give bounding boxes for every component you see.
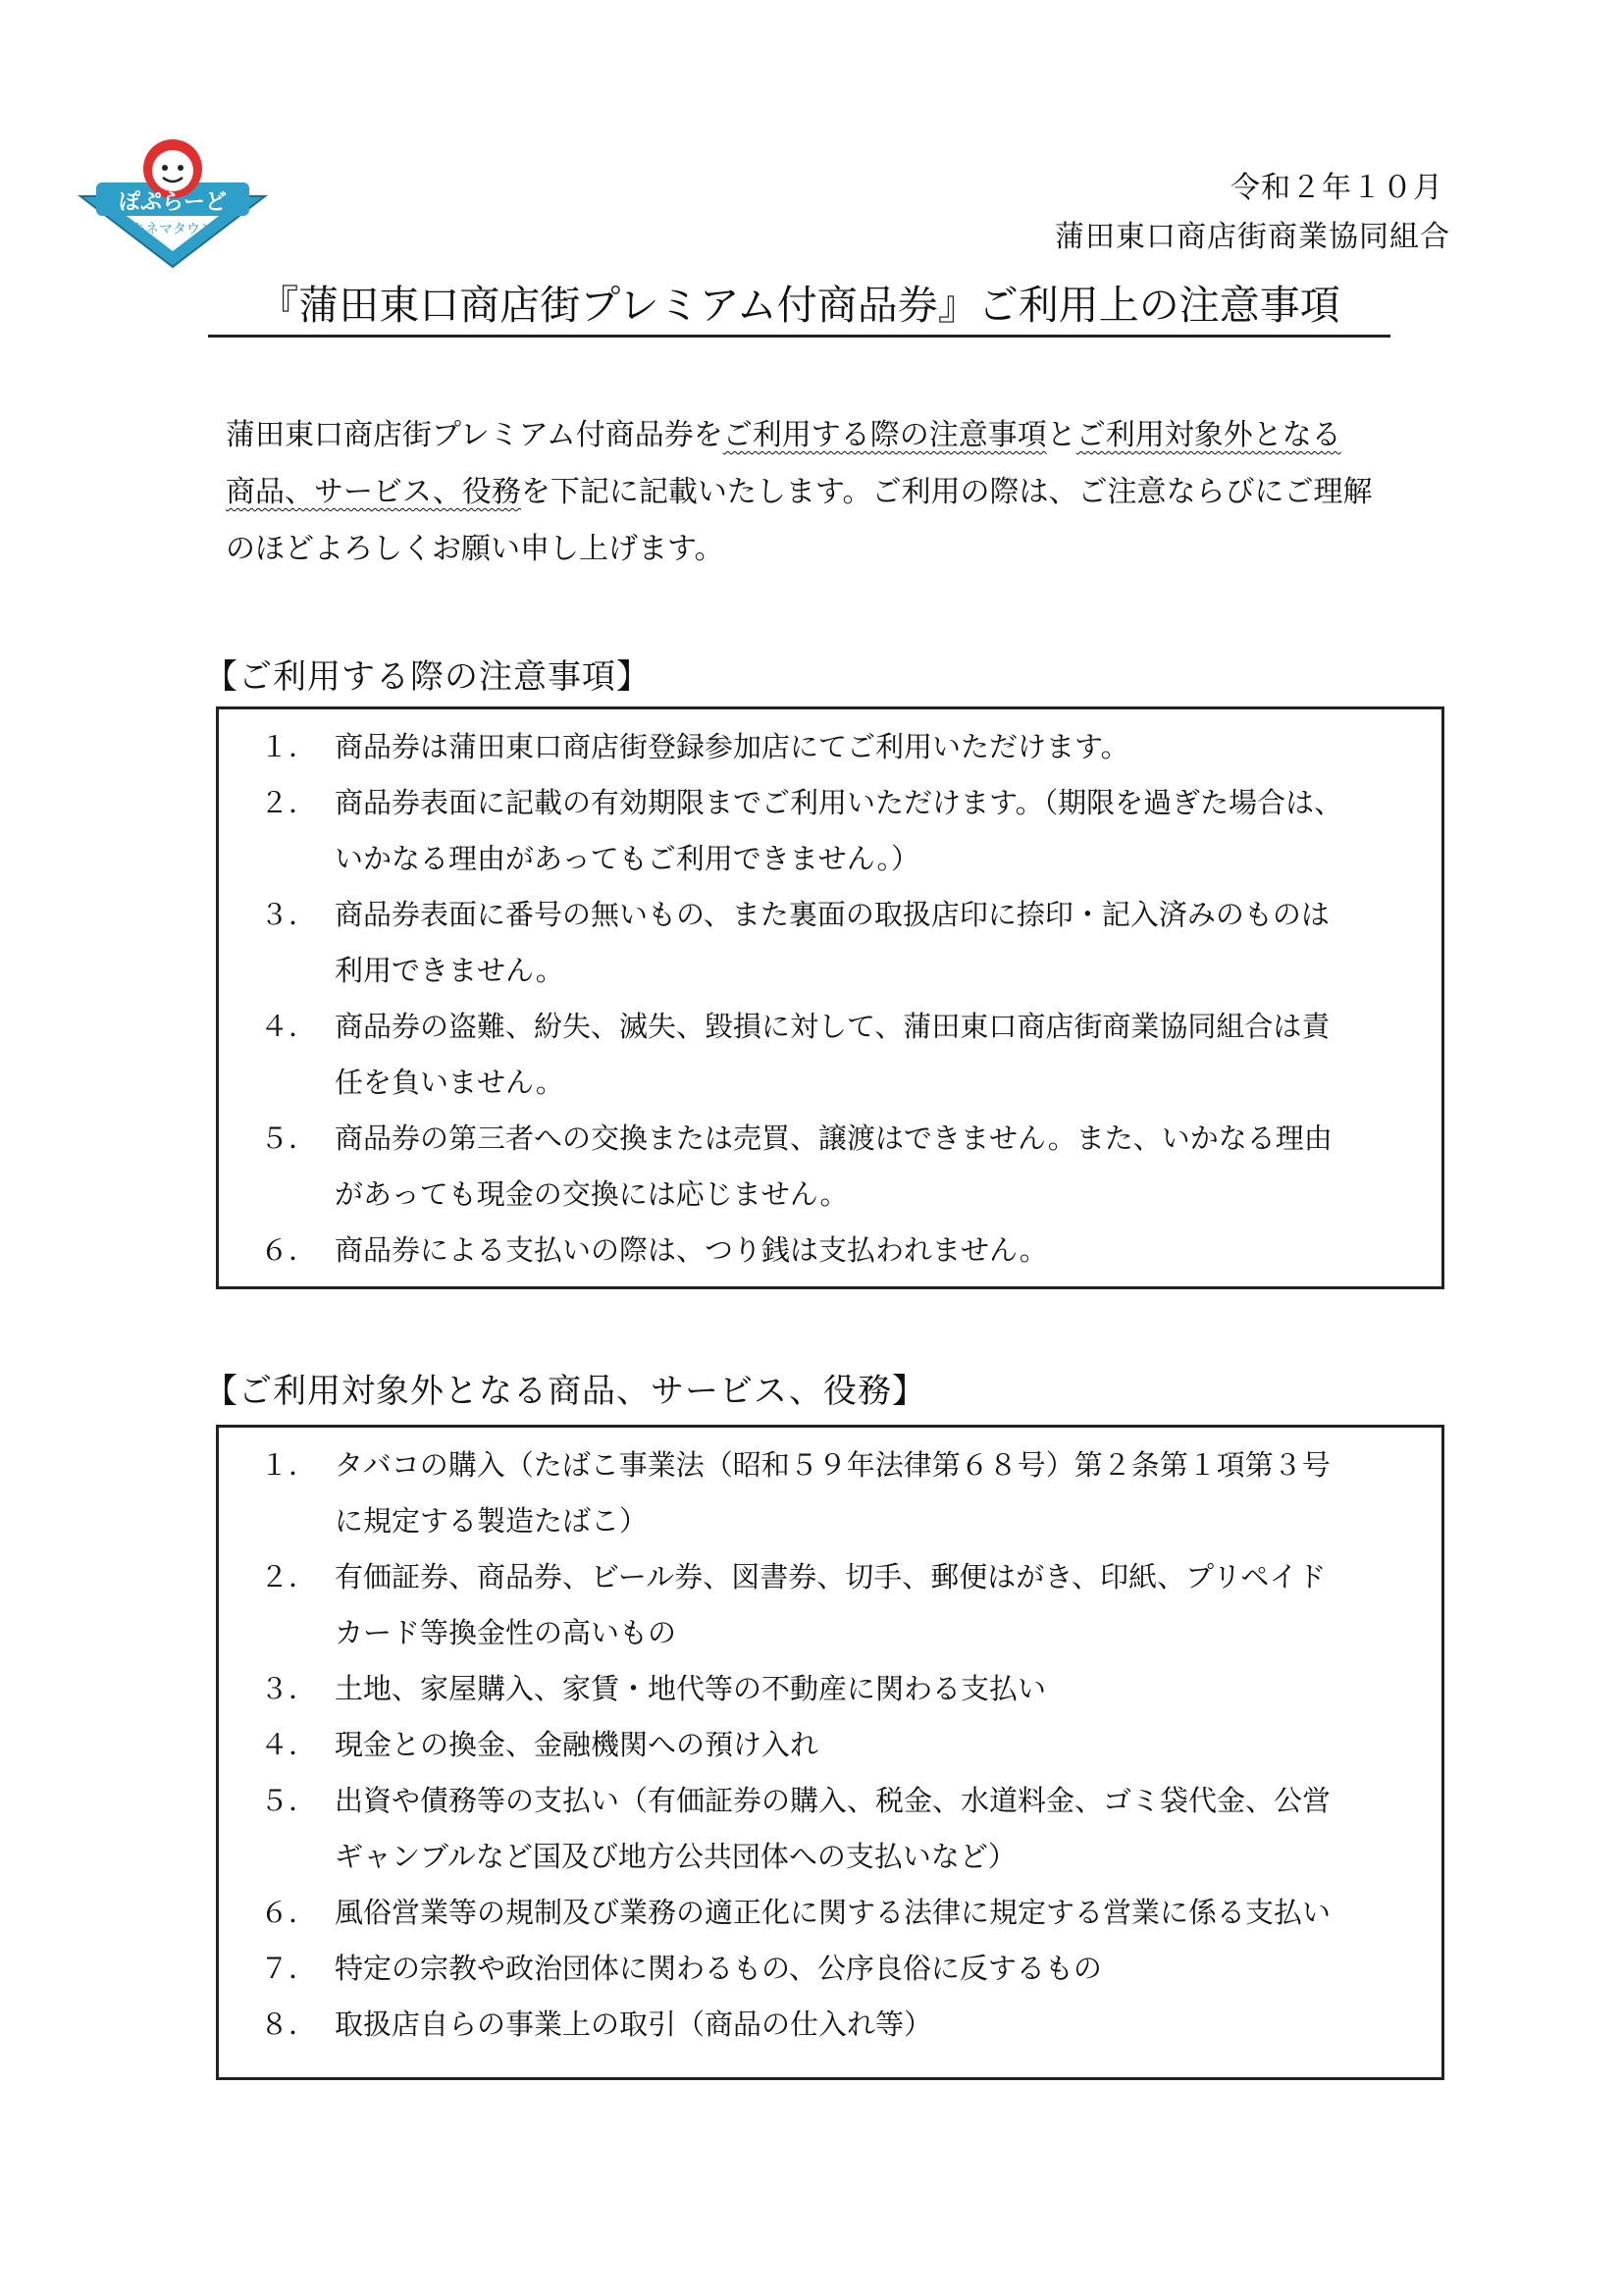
organization-name: 蒲田東口商店街商業協同組合 [1055,220,1450,254]
list-item: ５． 商品券の第三者への交換または売買、譲渡はできません。また、いかなる理由 があっても現金の交換には応じません。 [259,1122,1333,1211]
logo-text-main: ぽぷらーど [118,190,228,215]
usage-notes-box [216,706,1444,1289]
list-item: ４． 現金との換金、金融機関への預け入れ [259,1728,819,1761]
logo-text-sub: キネマタウン [131,222,214,237]
intro-line-1: 蒲田東口商店街プレミアム付商品券をご利用する際の注意事項とご利用対象外となる [226,418,1341,452]
list-item: ３． 土地、家屋購入、家賃・地代等の不動産に関わる支払い [259,1672,1047,1705]
section-excluded-items-heading: 【ご利用対象外となる商品、サービス、役務】 [204,1372,927,1411]
list-item: ６． 商品券による支払いの際は、つり銭は支払われません。 [259,1233,1048,1267]
intro-paragraph [226,407,1413,578]
list-item: ２． 有価証券、商品券、ビール券、図書券、切手、郵便はがき、印紙、プリペイド カード等換金性の高いもの [259,1560,1327,1649]
document-title: 『蒲田東口商店街プレミアム付商品券』ご利用上の注意事項 [208,273,1390,338]
list-item: ５． 出資や債務等の支払い（有価証券の購入、税金、水道料金、ゴミ袋代金、公営 ギャンブルなど国及び地方公共団体への支払いなど） [259,1784,1332,1873]
poplaad-logo [77,137,269,269]
list-item: ４． 商品券の盗難、紛失、滅失、毀損に対して、蒲田東口商店街商業協同組合は責 任を負いません。 [259,1010,1331,1099]
list-item: ７． 特定の宗教や政治団体に関わるもの、公序良俗に反するもの [259,1952,1102,1985]
list-item: ６． 風俗営業等の規制及び業務の適正化に関する法律に規定する営業に係る支払い [259,1896,1332,1929]
list-item: ３． 商品券表面に番号の無いもの、また裏面の取扱店印に捺印・記入済みのものは 利用できません。 [259,898,1330,987]
list-item: １． タバコの購入（たばこ事業法（昭和５９年法律第６８号）第２条第１項第３号 に規定する製造たばこ） [259,1448,1331,1538]
section-usage-notes-heading: 【ご利用する際の注意事項】 [204,657,651,697]
list-item: １． 商品券は蒲田東口商店街登録参加店にてご利用いただけます。 [259,730,1129,763]
intro-line-3: のほどよろしくお願い申し上げます。 [226,532,724,566]
list-item: ８． 取扱店自らの事業上の取引（商品の仕入れ等） [259,2008,933,2041]
list-item: ２． 商品券表面に記載の有効期限までご利用いただけます。（期限を過ぎた場合は、 いかなる理由があってもご利用できません。） [259,786,1343,875]
intro-line-2: 商品、サービス、役務を下記に記載いたします。ご利用の際は、ご注意ならびにご理解 [226,475,1373,509]
issue-date: 令和２年１０月 [1230,171,1443,205]
excluded-items-box [216,1425,1444,2080]
